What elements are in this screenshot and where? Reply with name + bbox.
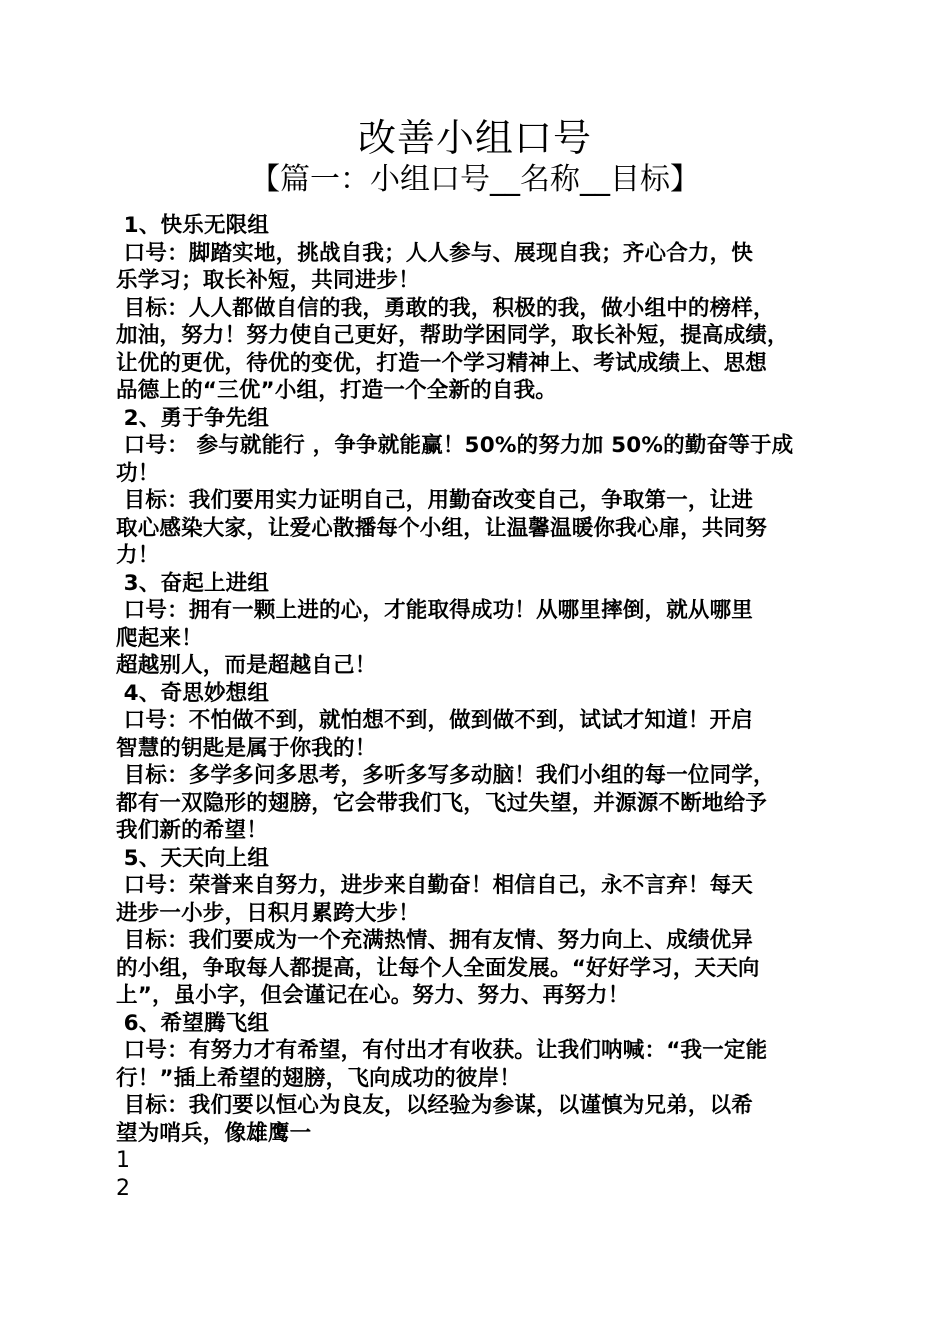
text-line: 1、快乐无限组 (116, 213, 270, 238)
text-line: 望为哨兵，像雄鹰一 (116, 1120, 312, 1146)
text-line: 口号：脚踏实地，挑战自我；人人参与、展现自我；齐心合力，快 (116, 240, 753, 266)
text-line: 的小组，争取每人都提高，让每个人全面发展。“好好学习，天天向 (116, 955, 760, 981)
document-subtitle: 【篇一：小组口号__名称__目标】 (250, 162, 700, 197)
text-line: 口号：荣誉来自努力，进步来自勤奋！相信自己，永不言弃！每天 (116, 873, 753, 898)
text-line: 4、奇思妙想组 (116, 680, 270, 706)
text-line: 让优的更优，待优的变优，打造一个学习精神上、考试成绩上、思想 (116, 350, 768, 376)
text-line: 爬起来！ (116, 625, 203, 651)
text-line: 目标：我们要用实力证明自己，用勤奋改变自己，争取第一，让进 (116, 488, 753, 513)
text-line: 智慧的钥匙是属于你我的！ (116, 735, 377, 761)
text-line: 取心感染大家，让爱心散播每个小组，让温馨温暖你我心扉，共同努 (116, 515, 768, 541)
text-line: 上”，虽小字，但会谨记在心。努力、努力、再努力！ (116, 983, 630, 1008)
document-title: 改善小组口号 (357, 116, 592, 160)
text-line: 进步一小步，日积月累跨大步！ (116, 900, 420, 926)
text-line: 口号：不怕做不到，就怕想不到，做到做不到，试试才知道！开启 (116, 708, 753, 733)
text-line: 口号：拥有一颗上进的心，才能取得成功！从哪里摔倒，就从哪里 (116, 598, 753, 623)
text-line: 我们新的希望！ (116, 818, 268, 843)
text-line: 5、天天向上组 (116, 845, 270, 871)
text-line: 都有一双隐形的翅膀，它会带我们飞，飞过失望，并源源不断地给予 (116, 790, 768, 816)
text-line: 口号：有努力才有希望，有付出才有收获。让我们呐喊：“我一定能 (116, 1038, 768, 1063)
text-line: 2、勇于争先组 (116, 405, 270, 431)
document-body (116, 212, 836, 1202)
text-line: 目标：我们要以恒心为良友，以经验为参谋，以谨慎为兄弟，以希 (116, 1093, 753, 1118)
text-line: 6、希望腾飞组 (116, 1010, 270, 1036)
text-line: 力！ (116, 543, 160, 568)
text-line: 超越别人，而是超越自己！ (116, 653, 377, 678)
text-line: 品德上的“三优”小组，打造一个全新的自我。 (116, 378, 557, 403)
text-line: 行！”插上希望的翅膀，飞向成功的彼岸！ (116, 1065, 521, 1091)
text-line: 目标：多学多问多思考，多听多写多动脑！我们小组的每一位同学， (116, 763, 775, 788)
page-number: 1 (116, 1148, 131, 1173)
text-line: 目标：我们要成为一个充满热情、拥有友情、努力向上、成绩优异 (116, 928, 753, 953)
text-line: 3、奋起上进组 (116, 570, 270, 596)
text-line: 目标：人人都做自信的我，勇敢的我，积极的我，做小组中的榜样， (116, 295, 775, 321)
text-line: 口号： 参与就能行 ，争争就能赢！50%的努力加 50%的勤奋等于成 (116, 433, 794, 458)
page-number: 2 (116, 1175, 131, 1201)
text-line: 功！ (116, 460, 160, 486)
text-line: 加油，努力！努力使自己更好，帮助学困同学，取长补短，提高成绩， (116, 323, 789, 348)
text-line: 乐学习；取长补短，共同进步！ (116, 268, 420, 293)
